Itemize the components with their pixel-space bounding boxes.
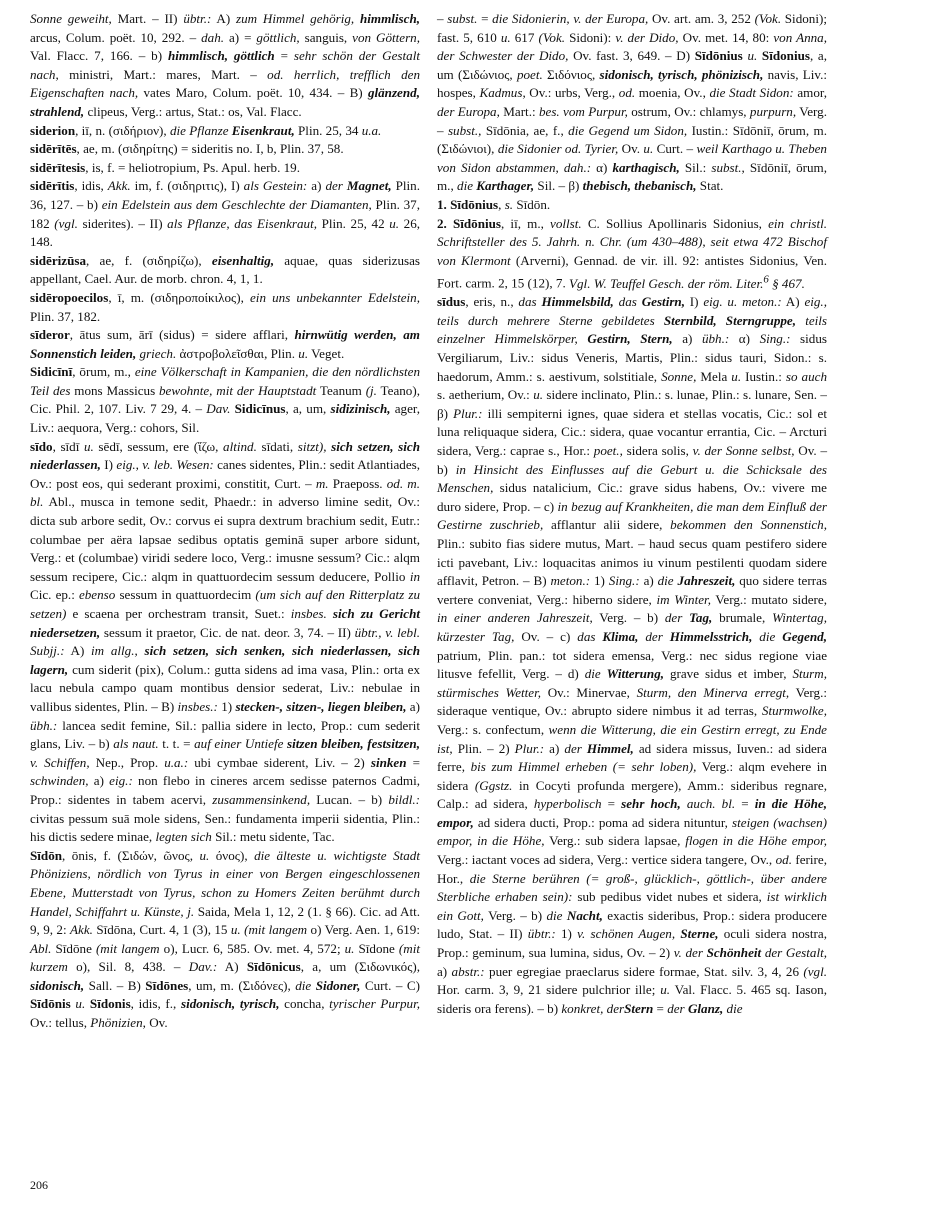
dictionary-entry: sīderor, ātus sum, ārī (sidus) = sidere afflari, hirnwütig werden, am Sonnenstich leiden, griech. ἀστροβολεῖσθαι, Plin. u. Veget. xyxy=(30,327,420,361)
right-column xyxy=(437,10,827,1018)
dictionary-entry: Sonne geweiht, Mart. – II) übtr.: A) zum Himmel gehörig, himmlisch, arcus, Colum. poët. 10, 292. – dah. a) = göttlich, sanguis, von Göttern, Val. Flacc. 7, 166. – b) himmlisch, göttlich = sehr schön der Gestalt nach, ministri, Mart.: mares, Mart. – od. herrlich, trefflich den Eigenschaften nach, vates Maro, Colum. poët. 10, 434. – B) glänzend, strahlend, clipeus, Verg.: artus, Stat.: os, Val. Flacc. xyxy=(30,11,421,119)
page-number: 206 xyxy=(30,1178,48,1192)
dictionary-entry: Sīdōn, ōnis, f. (Σιδών, ῶνος, u. όνος), die älteste u. wichtigste Stadt Phöniziens, nördlich von Tyrus in einer von Bergen eingeschlossenen Ebene, Mutterstadt von Tyrus, schon zu Homers Zeiten berühmt durch Handel, Schiffahrt u. Künste, j. Saida, Mela 1, 12, 2 (1. § 66). Cic. ad Att. 9, 9, 2: Akk. Sīdōna, Curt. 4, 1 (3), 15 u. (mit langem o) Verg. Aen. 1, 619: Abl. Sīdōne (mit langem o), Lucr. 6, 585. Ov. met. 4, 572; u. Sīdone (mit kurzem o), Sil. 8, 438. – Dav.: A) Sīdōnicus, a, um (Σιδωνικός), sidonisch, Sall. – B) Sīdōnes, um, m. (Σιδόνες), die Sidoner, Curt. – C) Sīdōnis u. Sīdonis, idis, f., sidonisch, tyrisch, concha, tyrischer Purpur, Ov.: tellus, Phönizien, Ov. xyxy=(30,847,421,1031)
dictionary-entry: sīdo, sīdī u. sēdī, sessum, ere (ἵζω, altind. sīdati, sitzt), sich setzen, sich niederlassen, I) eig., v. leb. Wesen: canes sidentes, Plin.: sedit Atlantiades, Ov.: post eos, qui sederant proximi, constitit, Curt. – m. Praeposs. od. m. bl. Abl., musca in temone sedit, Phaedr.: in adverso limine sedit, Ov.: dicta sub arbore sedit, Ov.: corvus ei supra dextrum brachium sedit, Eutr.: columbae per aëra lapsae sedibus optatis geminā super arbore sidunt, Verg.: et (columbae) viridi sedere loco, Verg.: imusne sessum? Cic.: alqm sessum recipere, Cic.: alqm in quattuordecim sessum deducere, Pollio in Cic. ep.: ebenso sessum in quattuordecim (um sich auf den Ritterplatz zu setzen) e scaena per orchestram transit, Suet.: insbes. sich zu Gericht niedersetzen, sessum it praetor, Cic. de nat. deor. 3, 74. – II) übtr., v. lebl. Subjj.: A) im allg., sich setzen, sich senken, sich niederlassen, sich lagern, cum siderit (pix), Colum.: gutta sidens ad ima vasa, Plin.: orta ex lacu nebula campo quam montibus densior sederat, Liv.: nebulae in vallibus sidentes, Plin. – B) insbes.: 1) stecken-, sitzen-, liegen bleiben, a) übh.: lancea sedit femine, Sil.: pallia sidere in lecto, Prop.: cum sederit glans, Liv. – b) als naut. t. t. = auf einer Untiefe sitzen bleiben, festsitzen, v. Schiffen, Nep., Prop. u.a.: ubi cymbae siderent, Liv. – 2) sinken = schwinden, a) eig.: non flebo in cineres arcem sedisse paternos Cadmi, Prop.: sidentes in tabem acervi, zusammensinkend, Lucan. – b) bildl.: civitas pessum suā mole sidens, Sen.: fundamenta imperii sidentia, Plin.: his dictis sedere minae, legten sich Sil.: metu sidente, Tac. xyxy=(30,438,421,845)
dictionary-entry: sīdus, eris, n., das Himmelsbild, das Gestirn, I) eig. u. meton.: A) eig., teils durch mehrere Sterne gebildetes Sternbild, Sterngruppe, teils einzelner Himmelskörper, Gestirn, Stern, a) übh.: α) Sing.: sidus Vergiliarum, Liv.: sidus Veneris, Martis, Plin.: sidus tauri, Sidon.: s. haedorum, Amm.: s. aestivum, solstitiale, Sonne, Mela u. Iustin.: so auch s. aetherium, Ov.: u. sidere inclinato, Plin.: s. lunae, Plin.: s. lunare, Sen. – β) Plur.: illi sempiterni ignes, quae sidera et stellas vocatis, Cic.: sol et luna reliquaque sidera, Cic.: sidera, quae vocantur errantia, Cic. – Arcturi sidera, Verg.: caprae s., Hor.: poet., sidera solis, v. der Sonne selbst, Ov. – b) in Hinsicht des Einflusses auf die Geburt u. die Schicksale des Menschen, sidus natalicium, Cic.: grave sidus habens, Ov.: vivere me duro sidere, Prop. – c) in bezug auf Krankheiten, die man dem Einfluß der Gestirne zuschrieb, afflantur alii sidere, bekommen den Sonnenstich, Plin.: subito fias sidere mutus, Mart. – haud secus quam pestifero sidere icti pavebant, Liv.: loquacitas animos iu vinum pestilenti quodam sidere afflavit, Petron. – B) meton.: 1) Sing.: a) die Jahreszeit, quo sidere terras vertere conveniat, Verg.: hiberno sidere, im Winter, Verg.: mutato sidere, in einer anderen Jahreszeit, Verg. – b) der Tag, brumale, Wintertag, kürzester Tag, Ov. – c) das Klima, der Himmelsstrich, die Gegend, patrium, Plin. pan.: tot sidera emensa, Verg.: nec sidus regione viae litusve fefellit, Verg. – d) die Witterung, grave sidus et imber, Sturm, stürmisches Wetter, Ov.: Minervae, Sturm, den Minerva erregt, Verg.: sideraque ventique, Ov.: abrupto sidere nimbus it ad terras, Sturmwolke, Verg.: s. confectum, wenn die Witterung, die ein Gestirn erregt, zu Ende ist, Plin. – 2) Plur.: a) der Himmel, ad sidera missus, Iuven.: ad sidera ferre, bis zum Himmel erheben (= sehr loben), Verg.: alqm evehere in sidera (Ggstz. in Cocyti profunda mergere), Amm.: sideribus regnare, Calp.: ad sidera, hyperbolisch = sehr hoch, auch. bl. = in die Höhe, empor, ad sidera ducti, Prop.: poma ad sidera nituntur, steigen (wachsen) empor, in die Höhe, Verg.: sub sidera lapsae, flogen in die Höhe empor, Verg.: iactant voces ad sidera, Verg.: vertice sidera tangere, Ov., od. ferire, Hor., die Sterne berühren (= groß-, glücklich-, göttlich-, über andere Sterbliche erhaben sein): sub pedibus videt nubes et sidera, ist wirklich ein Gott, Verg. – b) die Nacht, exactis sideribus, Prop.: sidera producere ludo, Stat. – II) übtr.: 1) v. schönen Augen, Sterne, oculi sidera nostra, Prop.: geminum, sua lumina, sidus, Ov. – 2) v. der Schönheit der Gestalt, a) abstr.: puer egregiae praeclarus sidere formae, Stat. silv. 3, 4, 26 (vgl. Hor. carm. 3, 9, 21 sidere pulchrior ille; u. Val. Flacc. 5. 465 sq. Iason, sideris ora ferens). – b) konkret, derStern = der Glanz, die xyxy=(437,294,828,1016)
dictionary-entry: Sidicīnī, ōrum, m., eine Völkerschaft in Kampanien, die den nördlichsten Teil des mons Massicus bewohnte, mit der Hauptstadt Teanum (j. Teano), Cic. Phil. 2, 107. Liv. 7 29, 4. – Dav. Sidicīnus, a, um, sidizinisch, ager, Liv.: aequora, Verg.: cohors, Sil. xyxy=(30,364,420,436)
dictionary-entry: siderion, iī, n. (σιδήριον), die Pflanze Eisenkraut, Plin. 25, 34 u.a. xyxy=(30,122,382,138)
dictionary-entry: sidērītēs, ae, m. (σιδηρίτης) = sideritis no. I, b, Plin. 37, 58. xyxy=(30,141,344,157)
dictionary-entry: sidērītesis, is, f. = heliotropium, Ps. Apul. herb. 19. xyxy=(30,159,300,175)
left-column xyxy=(30,10,420,1033)
dictionary-entry: sidērizūsa, ae, f. (σιδηρίζω), eisenhaltig, aquae, quas siderizusas appellant, Cael. Aur. de morb. chron. 4, 1, 1. xyxy=(30,252,420,287)
dictionary-entry: 2. Sīdōnius, iī, m., vollst. C. Sollius Apollinaris Sidonius, ein christl. Schriftsteller des 5. Jahrh. n. Chr. (um 430–488), seit etwa 472 Bischof von Klermont (Arverni), Gennad. de vir. ill. 92: antistes Sidonius, Ven. Fort. carm. 2, 15 (12), 7. Vgl. W. Teuffel Gesch. der röm. Liter.$^6$ § 467. xyxy=(437,215,827,291)
dictionary-entry: sidērītis, idis, Akk. im, f. (σιδηριτις), I) als Gestein: a) der Magnet, Plin. 36, 127. – b) ein Edelstein aus dem Geschlechte der Diamanten, Plin. 37, 182 (vgl. siderites). – II) als Pflanze, das Eisenkraut, Plin. 25, 42 u. 26, 148. xyxy=(30,178,421,250)
dictionary-entry: – subst. = die Sidonierin, v. der Europa, Ov. art. am. 3, 252 (Vok. Sidoni); fast. 5, 610 u. 617 (Vok. Sidoni): v. der Dido, Ov. met. 14, 80: von Anna, der Schwester der Dido, Ov. fast. 3, 649. – D) Sīdōnius u. Sīdonius, a, um (Σιδώνιος, poet. Σιδόνιος, sidonisch, tyrisch, phönizisch, navis, Liv.: hospes, Kadmus, Ov.: urbs, Verg., od. moenia, Ov., die Stadt Sidon: amor, der Europa, Mart.: bes. vom Purpur, ostrum, Ov.: chlamys, purpurn, Verg. – subst., Sīdōnia, ae, f., die Gegend um Sidon, Iustin.: Sīdōniī, ōrum, m. (Σιδώνιοι), die Sidonier od. Tyrier, Ov. u. Curt. – weil Karthago u. Theben von Sidon abstammen, dah.: α) karthagisch, Sil.: subst., Sīdōniī, ōrum, m., die Karthager, Sil. – β) thebisch, thebanisch, Stat. xyxy=(437,11,828,194)
dictionary-entry: sidēropoecilos, ī, m. (σιδηροποίκιλος), ein uns unbekannter Edelstein, Plin. 37, 182. xyxy=(30,289,420,324)
dictionary-entry: 1. Sīdōnius, s. Sīdōn. xyxy=(437,196,551,212)
